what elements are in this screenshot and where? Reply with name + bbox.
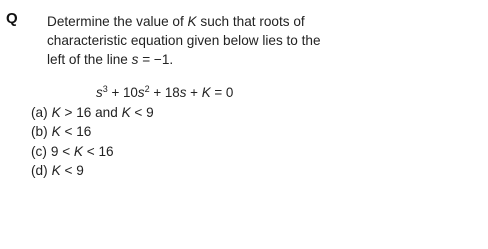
option-letter: (c) [31, 143, 47, 159]
option-variable: K [51, 124, 61, 140]
variable-k: K [187, 14, 197, 29]
answer-options [31, 103, 154, 180]
equation-text: + 18 [149, 85, 180, 100]
equation-exponent: 2 [144, 84, 150, 94]
option-text: 9 < [50, 143, 74, 159]
question-label: Q [6, 10, 18, 27]
variable-s: s [131, 52, 139, 67]
question-line-2: characteristic equation given below lies to the [47, 33, 321, 48]
option-variable: K [51, 105, 61, 120]
option-b[interactable] [31, 122, 154, 141]
option-text: < 9 [130, 105, 154, 120]
option-text: < 16 [83, 143, 114, 159]
option-text: < 9 [60, 162, 84, 178]
characteristic-equation [96, 85, 233, 100]
option-a[interactable] [31, 103, 154, 122]
equation-variable: s [96, 85, 103, 100]
option-variable: K [51, 162, 61, 178]
equation-exponent: 3 [102, 84, 108, 94]
question-text-part: = −1. [138, 52, 174, 67]
question-text-part: Determine the value of [47, 14, 188, 29]
equation-variable: s [137, 85, 145, 100]
question-text-part: left of the line [47, 52, 132, 67]
option-letter: (b) [31, 124, 48, 140]
equation-text: = 0 [210, 85, 234, 100]
option-text: > 16 and [60, 105, 122, 120]
option-variable: K [73, 143, 83, 159]
equation-text: + [186, 85, 202, 100]
option-letter: (d) [31, 162, 48, 178]
option-letter: (a) [31, 105, 48, 120]
question-line-3 [47, 50, 457, 69]
option-d[interactable] [31, 161, 154, 180]
equation-text: + 10 [107, 85, 138, 100]
equation-variable: s [179, 85, 187, 100]
option-variable: K [121, 105, 131, 120]
option-c[interactable] [31, 142, 154, 161]
question-text-part: such that roots of [196, 14, 305, 29]
question-text [47, 12, 457, 69]
equation-variable: K [201, 85, 211, 100]
option-text: < 16 [60, 124, 92, 140]
question-line-1 [47, 12, 457, 31]
